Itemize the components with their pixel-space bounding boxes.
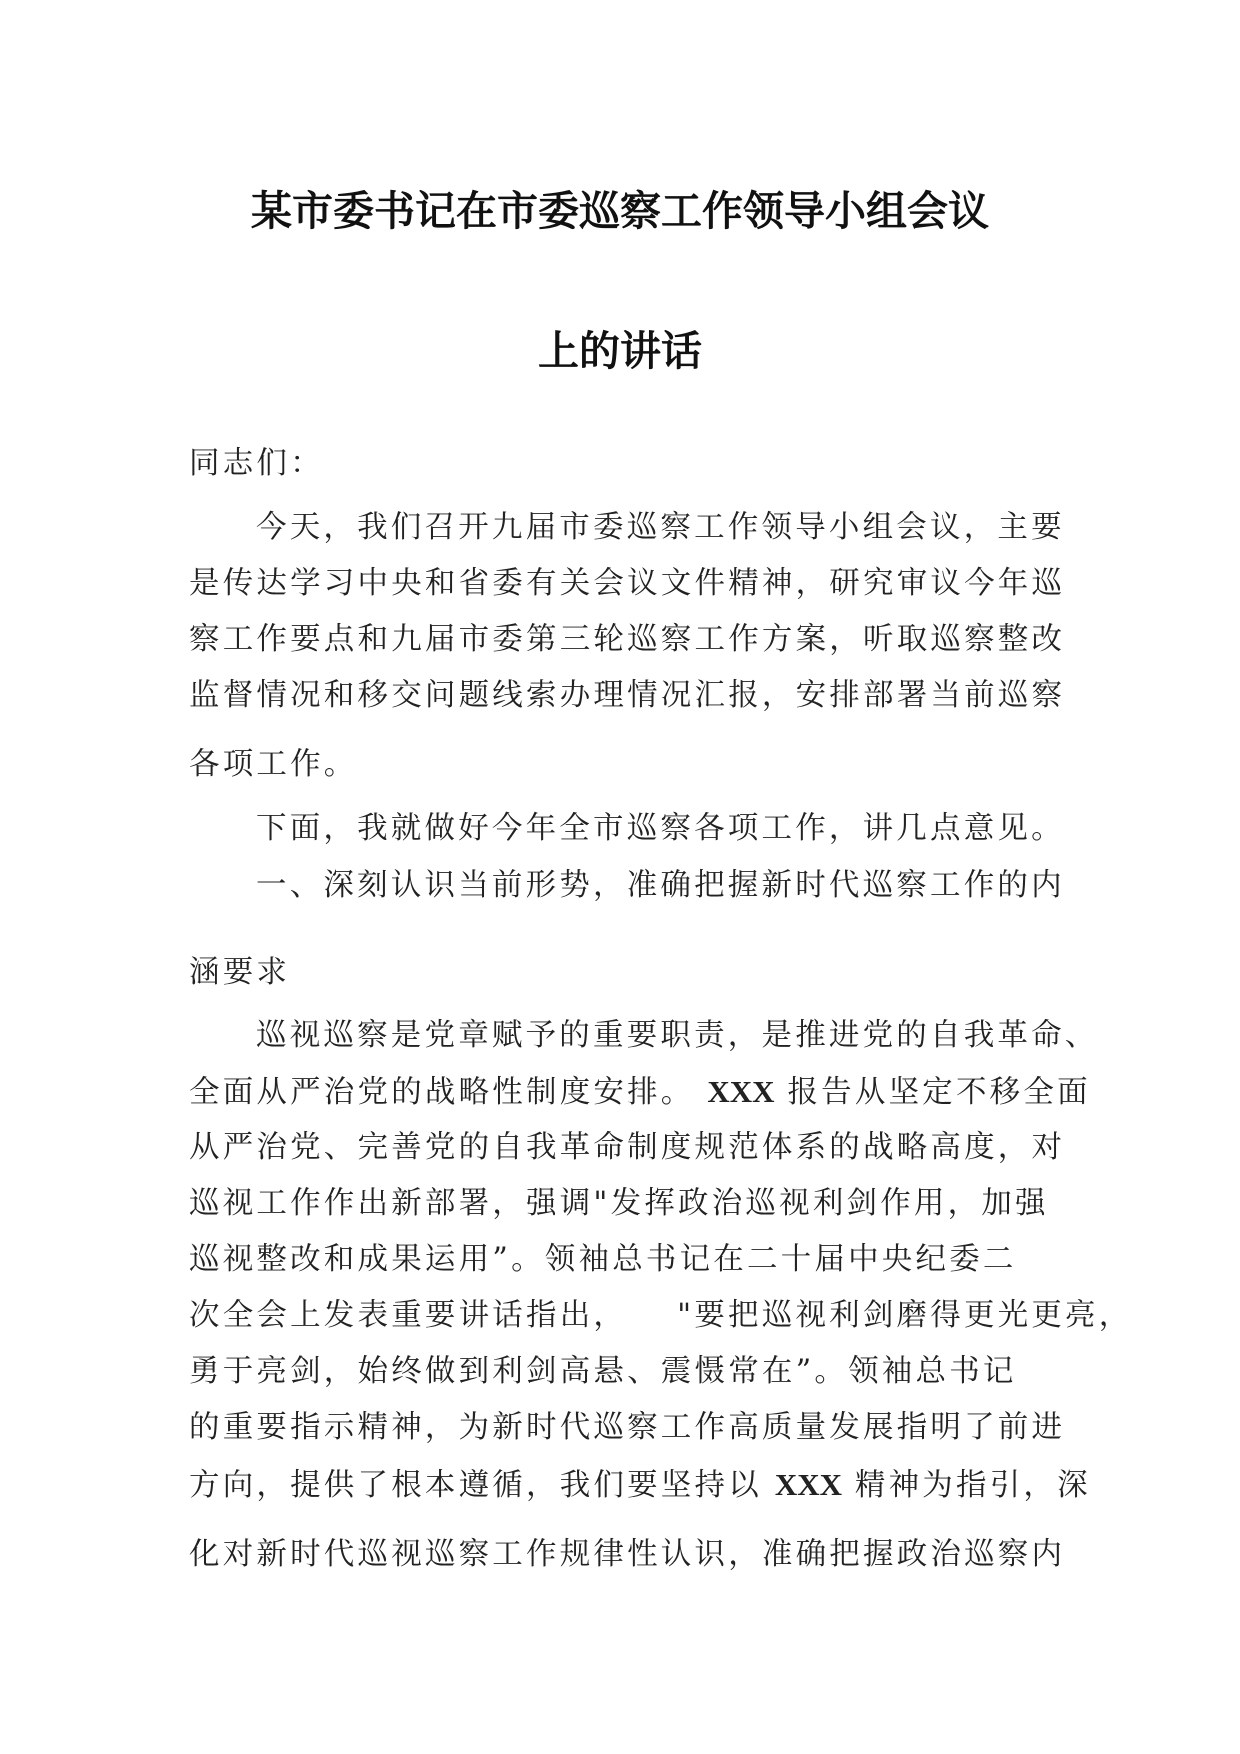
paragraph-line <box>189 1072 1091 1113</box>
salutation: 同志们： <box>189 446 324 481</box>
section-heading-line: 一、深刻认识当前形势，准确把握新时代巡察工作的内 <box>256 868 1065 903</box>
paragraph-line: 监督情况和移交问题线索办理情况汇报，安排部署当前巡察 <box>189 678 1066 713</box>
document-title-line-2: 上的讲话 <box>538 327 702 375</box>
paragraph-line: 察工作要点和九届市委第三轮巡察工作方案，听取巡察整改 <box>189 622 1066 657</box>
paragraph-text: 报告从坚定不移全面 <box>787 1075 1091 1110</box>
paragraph-line: 下面，我就做好今年全市巡察各项工作，讲几点意见。 <box>256 811 1065 846</box>
paragraph-line: 的重要指示精神，为新时代巡察工作高质量发展指明了前进 <box>189 1410 1066 1445</box>
paragraph-text: 全面从严治党的战略性制度安排。 <box>189 1075 695 1110</box>
paragraph-text: 方向，提供了根本遵循，我们要坚持以 <box>189 1468 762 1503</box>
paragraph-line: 巡视巡察是党章赋予的重要职责，是推进党的自我革命、 <box>256 1018 1099 1053</box>
paragraph-line: 今天，我们召开九届市委巡察工作领导小组会议，主要 <box>256 510 1065 545</box>
paragraph-line: 巡视整改和成果运用”。领袖总书记在二十届中央纪委二 <box>189 1242 1017 1277</box>
paragraph-text: 精神为指引，深 <box>854 1468 1091 1503</box>
paragraph-line <box>189 1296 1132 1336</box>
document-title-line-1: 某市委书记在市委巡察工作领导小组会议 <box>251 187 989 235</box>
paragraph-line: 化对新时代巡视巡察工作规律性认识，准确把握政治巡察内 <box>189 1537 1066 1572</box>
paragraph-text: "要把巡视利剑磨得更光更亮， <box>677 1298 1133 1333</box>
redacted-name: XXX <box>774 1467 842 1502</box>
redacted-name: XXX <box>707 1074 775 1109</box>
paragraph-line: 各项工作。 <box>189 747 358 782</box>
paragraph-line: 勇于亮剑，始终做到利剑高悬、震慑常在”。领袖总书记 <box>189 1354 1017 1389</box>
paragraph-line: 是传达学习中央和省委有关会议文件精神，研究审议今年巡 <box>189 566 1066 601</box>
paragraph-line: 从严治党、完善党的自我革命制度规范体系的战略高度，对 <box>189 1130 1066 1165</box>
section-heading-line: 涵要求 <box>189 955 291 990</box>
paragraph-line: 巡视工作作出新部署，强调"发挥政治巡视利剑作用，加强 <box>189 1186 1049 1221</box>
paragraph-line <box>189 1465 1091 1506</box>
paragraph-text: 次全会上发表重要讲话指出， <box>189 1298 628 1333</box>
